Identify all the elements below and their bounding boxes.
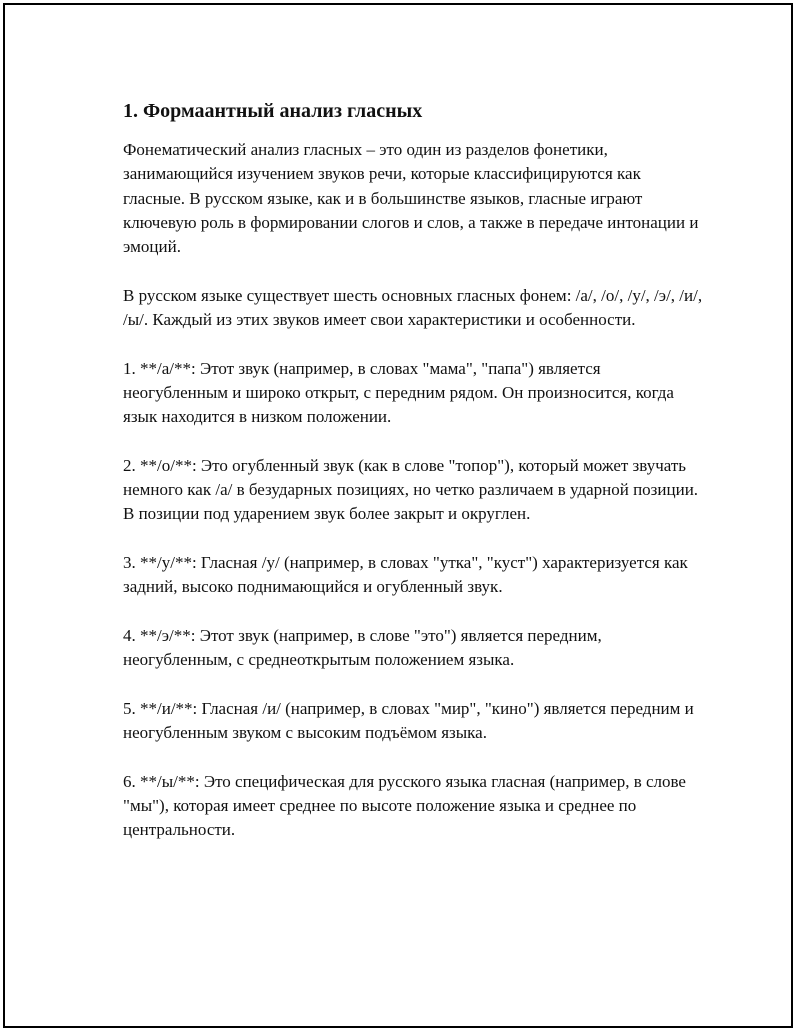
vowel-i-item: 5. **/и/**: Гласная /и/ (например, в словах "мир", "кино") является передним и неогубленным звуком с высоким подъёмом языка. [123, 698, 694, 743]
document-body [123, 97, 703, 867]
intro-paragraph: Фонематический анализ гласных – это один из разделов фонетики, занимающийся изучением звуков речи, которые классифицируются как гласные. В русском языке, как и в большинстве языков, гласные играют ключевую роль в формировании слогов и слов, а также в передаче интонации и эмоций. [123, 140, 699, 257]
page-frame [3, 3, 793, 1028]
document-title: 1. Формаантный анализ гласных [123, 100, 423, 122]
vowel-e-item: 4. **/э/**: Этот звук (например, в слове "это") является передним, неогубленным, с среднеоткрытым положением языка. [123, 625, 602, 670]
vowel-u-item: 3. **/у/**: Гласная /у/ (например, в словах "утка", "куст") характеризуется как задний, высоко поднимающийся и огубленный звук. [123, 553, 688, 597]
vowel-y-item: 6. **/ы/**: Это специфическая для русского языка гласная (например, в слове "мы"), которая имеет среднее по высоте положение языка и среднее по центральности. [123, 771, 686, 840]
vowel-o-item: 2. **/о/**: Это огубленный звук (как в слове "топор"), который может звучать немного как /а/ в безударных позициях, но четко различаем в ударной позиции. В позиции под ударением звук более закрыт и округлен. [123, 455, 699, 524]
vowel-a-item: 1. **/а/**: Этот звук (например, в словах "мама", "папа") является неогубленным и широко открыт, с передним рядом. Он произносится, когда язык находится в низком положении. [123, 358, 674, 427]
phonemes-paragraph: В русском языке существует шесть основных гласных фонем: /а/, /о/, /у/, /э/, /и/, /ы/. Каждый из этих звуков имеет свои характеристики и особенности. [123, 285, 703, 330]
